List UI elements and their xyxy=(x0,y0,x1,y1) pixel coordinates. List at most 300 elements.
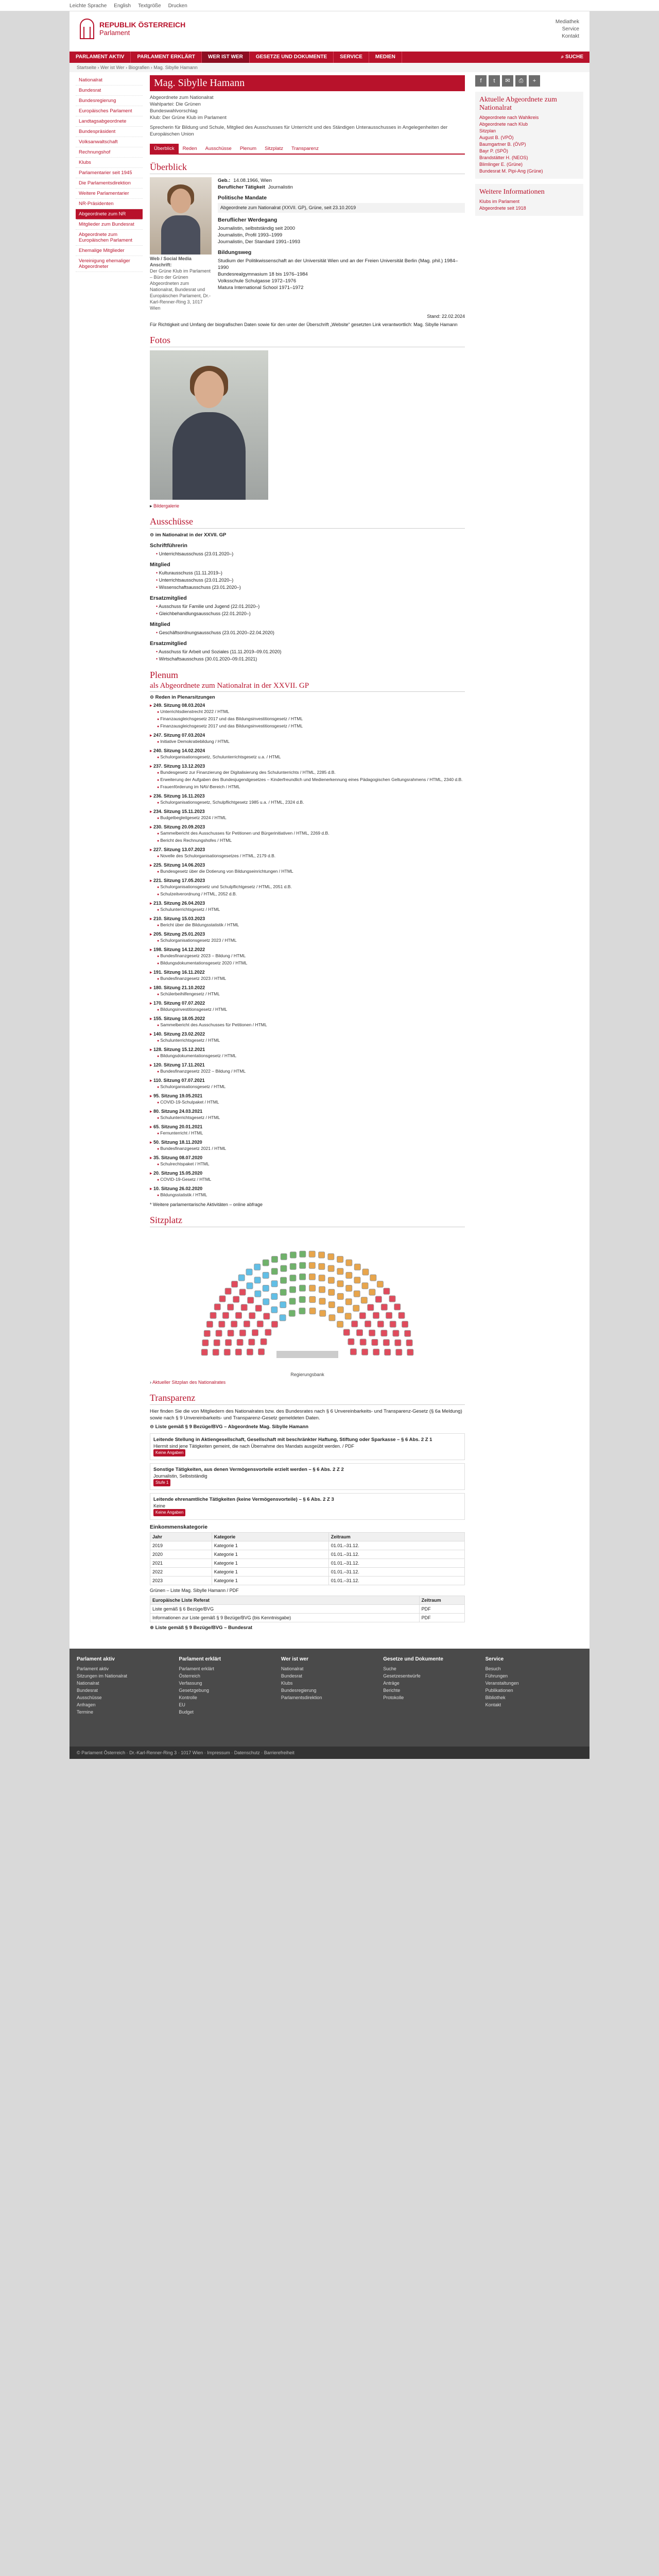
committee-item[interactable]: • Unterrichtsausschuss (23.01.2020–) xyxy=(156,577,465,584)
seat[interactable] xyxy=(290,1275,296,1281)
speech-item[interactable]: ● COVID-19-Gesetz / HTML xyxy=(150,1176,465,1183)
speech-item[interactable]: ● Finanzausgleichsgesetz 2017 und das Bildungsinvestitionsgesetz / HTML xyxy=(150,716,465,723)
seat[interactable] xyxy=(309,1262,315,1268)
footer-link[interactable]: Protokolle xyxy=(383,1695,404,1700)
nav-item[interactable]: PARLAMENT AKTIV xyxy=(70,52,131,63)
speech-item[interactable]: ● Bundesfinanzgesetz 2021 / HTML xyxy=(150,1145,465,1153)
seat[interactable] xyxy=(360,1339,366,1345)
seat[interactable] xyxy=(235,1349,241,1355)
header-link[interactable]: Mediathek xyxy=(555,19,579,25)
transparency-toggle[interactable]: Liste gemäß § 9 Bezüge/BVG – Abgeordnete Mag. Sibylle Hamann xyxy=(155,1424,308,1430)
seat[interactable] xyxy=(350,1349,356,1355)
seat[interactable] xyxy=(216,1330,222,1336)
seat[interactable] xyxy=(368,1304,374,1311)
seat[interactable] xyxy=(271,1307,278,1313)
member-link[interactable]: Bundesrat M. Pipi-Ang (Grüne) xyxy=(479,168,543,174)
seat[interactable] xyxy=(280,1315,286,1321)
seat[interactable] xyxy=(214,1304,220,1310)
session-title[interactable]: ▸ 205. Sitzung 25.01.2023 xyxy=(150,931,465,937)
seat[interactable] xyxy=(214,1340,220,1346)
seat[interactable] xyxy=(213,1349,219,1355)
seat[interactable] xyxy=(319,1298,325,1304)
tab-item[interactable]: Transparenz xyxy=(291,146,319,151)
seat[interactable] xyxy=(239,1289,246,1295)
seat[interactable] xyxy=(237,1340,243,1346)
footer-link[interactable]: Verfassung xyxy=(179,1681,202,1686)
speech-item[interactable]: ● Bundesgesetz zur Finanzierung der Digitalisierung des Schulunterrichts / HTML, 2285 d.B. xyxy=(150,769,465,776)
sidebar-item[interactable]: Abgeordnete zum Europäischen Parlament xyxy=(76,230,143,246)
seat[interactable] xyxy=(219,1296,226,1302)
seat[interactable] xyxy=(357,1330,363,1336)
footer-link[interactable]: Bibliothek xyxy=(485,1695,506,1700)
committee-item[interactable]: • Gleichbehandlungsausschuss (22.01.2020–) xyxy=(156,610,465,617)
seat[interactable] xyxy=(219,1321,225,1327)
footer-link[interactable]: Parlamentsdirektion xyxy=(281,1695,322,1700)
seat[interactable] xyxy=(343,1329,350,1335)
footer-link[interactable]: Gesetzgebung xyxy=(179,1688,209,1693)
sidebar-item[interactable]: Weitere Parlamentarier xyxy=(76,189,143,199)
twitter-icon[interactable]: t xyxy=(489,75,500,87)
committee-item[interactable]: • Unterrichtsausschuss (23.01.2020–) xyxy=(156,550,465,557)
portrait-image[interactable] xyxy=(150,177,212,255)
speech-item[interactable]: ● Bundesfinanzgesetz 2023 / HTML xyxy=(150,975,465,982)
speech-item[interactable]: ● Budgetbegleitgesetz 2024 / HTML xyxy=(150,815,465,822)
member-link[interactable]: Blimlinger E. (Grüne) xyxy=(479,162,523,167)
seat[interactable] xyxy=(396,1349,402,1355)
seat[interactable] xyxy=(257,1321,263,1327)
seat[interactable] xyxy=(369,1330,375,1336)
seat[interactable] xyxy=(375,1296,381,1302)
seat[interactable] xyxy=(362,1269,369,1275)
session-title[interactable]: ▸ 80. Sitzung 24.03.2021 xyxy=(150,1109,465,1114)
sidebar-item[interactable]: Europäisches Parlament xyxy=(76,106,143,116)
seat[interactable] xyxy=(271,1281,278,1287)
gallery-link[interactable]: Bildergalerie xyxy=(153,503,180,509)
seat[interactable] xyxy=(247,1283,253,1289)
seat[interactable] xyxy=(384,1288,390,1294)
sidebar-item[interactable]: Landtagsabgeordnete xyxy=(76,116,143,127)
speech-item[interactable]: ● Novelle des Schulorganisationsgesetzes / HTML, 2179 d.B. xyxy=(150,853,465,860)
speech-item[interactable]: ● Schulorganisationsgesetz 2023 / HTML xyxy=(150,937,465,944)
speech-item[interactable]: ● Frauenförderung im NAV-Bereich / HTML xyxy=(150,784,465,791)
session-title[interactable]: ▸ 230. Sitzung 20.09.2023 xyxy=(150,824,465,830)
nav-item[interactable]: SERVICE xyxy=(334,52,369,63)
share-icon[interactable]: + xyxy=(529,75,540,87)
seat[interactable] xyxy=(393,1330,399,1336)
session-title[interactable]: ▸ 227. Sitzung 13.07.2023 xyxy=(150,847,465,853)
tab-item[interactable]: Plenum xyxy=(239,146,257,151)
footer-link[interactable]: Sitzungen im Nationalrat xyxy=(77,1673,128,1679)
seat[interactable] xyxy=(373,1312,379,1318)
footer-link[interactable]: Anträge xyxy=(383,1681,400,1686)
session-title[interactable]: ▸ 180. Sitzung 21.10.2022 xyxy=(150,985,465,991)
seat[interactable] xyxy=(249,1313,255,1319)
speech-item[interactable]: ● Finanzausgleichsgesetz 2017 und das Bildungsinvestitionsgesetz / HTML xyxy=(150,723,465,730)
nav-item[interactable]: WER IST WER xyxy=(202,52,250,63)
seat[interactable] xyxy=(210,1312,216,1318)
seat[interactable] xyxy=(381,1304,387,1310)
seat[interactable] xyxy=(337,1256,343,1262)
seat[interactable] xyxy=(346,1272,352,1278)
seat[interactable] xyxy=(299,1296,305,1302)
seat[interactable] xyxy=(377,1281,383,1287)
topbar-link[interactable]: Drucken xyxy=(168,3,187,9)
seat[interactable] xyxy=(202,1340,209,1346)
seat[interactable] xyxy=(337,1293,343,1299)
seat[interactable] xyxy=(255,1291,261,1297)
speech-item[interactable]: ● Schulorganisationsgesetz, Schulunterrichtsgesetz u.a. / HTML xyxy=(150,754,465,761)
committee-item[interactable]: • Ausschuss für Arbeit und Soziales (11.11.2019–09.01.2020) xyxy=(156,648,465,655)
session-title[interactable]: ▸ 210. Sitzung 15.03.2023 xyxy=(150,916,465,922)
seat[interactable] xyxy=(373,1349,379,1355)
tab-item[interactable]: Überblick xyxy=(150,144,179,154)
seat[interactable] xyxy=(261,1338,267,1345)
session-title[interactable]: ▸ 140. Sitzung 23.02.2022 xyxy=(150,1031,465,1037)
seat[interactable] xyxy=(370,1275,376,1281)
seat[interactable] xyxy=(309,1274,315,1280)
topbar-link[interactable]: Leichte Sprache xyxy=(70,3,107,9)
seat[interactable] xyxy=(309,1308,316,1314)
speech-item[interactable]: ● Schulorganisationsgesetz und Schulpflichtgesetz / HTML, 2051 d.B. xyxy=(150,884,465,891)
seat[interactable] xyxy=(290,1252,296,1258)
seat[interactable] xyxy=(271,1321,278,1327)
member-link[interactable]: Bayr P. (SPÖ) xyxy=(479,148,508,154)
seat[interactable] xyxy=(258,1349,265,1355)
seat[interactable] xyxy=(228,1330,234,1336)
footer-link[interactable]: Klubs xyxy=(281,1681,293,1686)
seat[interactable] xyxy=(398,1312,405,1318)
seat[interactable] xyxy=(300,1274,306,1280)
speech-item[interactable]: ● Unterrichtsdienstrecht 2022 / HTML xyxy=(150,708,465,716)
seat[interactable] xyxy=(319,1275,325,1281)
speech-item[interactable]: ● Schulunterrichtsgesetz / HTML xyxy=(150,906,465,913)
nav-item[interactable]: PARLAMENT ERKLÄRT xyxy=(131,52,202,63)
seat[interactable] xyxy=(348,1338,354,1345)
speech-item[interactable]: ● Initiative Demokratiebildung / HTML xyxy=(150,738,465,745)
seat[interactable] xyxy=(328,1265,334,1272)
session-title[interactable]: ▸ 237. Sitzung 13.12.2023 xyxy=(150,764,465,769)
member-link[interactable]: Brandstätter H. (NEOS) xyxy=(479,155,528,160)
seat[interactable] xyxy=(226,1340,232,1346)
seat[interactable] xyxy=(280,1302,286,1308)
sidebar-item[interactable]: Bundesrat xyxy=(76,86,143,96)
seat[interactable] xyxy=(254,1277,261,1283)
seat[interactable] xyxy=(263,1260,269,1266)
topbar-link[interactable]: English xyxy=(114,3,131,9)
sidebar-item[interactable]: Vereinigung ehemaliger Abgeordneter xyxy=(76,256,143,272)
speech-item[interactable]: ● Sammelbericht des Ausschusses für Petitionen und Bürgerinitiativen / HTML, 2269 d.B. xyxy=(150,830,465,837)
seat[interactable] xyxy=(281,1253,287,1260)
session-title[interactable]: ▸ 225. Sitzung 14.06.2023 xyxy=(150,862,465,868)
member-link[interactable]: Abgeordnete nach Wahlkreis xyxy=(479,115,539,120)
tab-item[interactable]: Ausschüsse xyxy=(205,146,232,151)
nav-item[interactable]: GESETZE UND DOKUMENTE xyxy=(250,52,334,63)
seat[interactable] xyxy=(201,1349,207,1355)
seat[interactable] xyxy=(290,1263,296,1269)
seat[interactable] xyxy=(320,1310,326,1316)
seat[interactable] xyxy=(406,1340,412,1346)
seat[interactable] xyxy=(271,1256,278,1262)
seat[interactable] xyxy=(252,1330,258,1336)
speech-item[interactable]: ● Bericht über die Bildungsstatistik / HTML xyxy=(150,922,465,929)
seat[interactable] xyxy=(247,1349,253,1355)
facebook-icon[interactable]: f xyxy=(475,75,487,87)
seat[interactable] xyxy=(353,1305,359,1311)
speech-item[interactable]: ● Sammelbericht des Ausschusses für Petitionen / HTML xyxy=(150,1022,465,1029)
sidebar-item[interactable]: Parlamentarier seit 1945 xyxy=(76,168,143,178)
footer-link[interactable]: Anfragen xyxy=(77,1702,96,1707)
seat[interactable] xyxy=(281,1277,287,1283)
seat[interactable] xyxy=(359,1313,366,1319)
seat[interactable] xyxy=(319,1286,325,1293)
seat[interactable] xyxy=(354,1277,360,1283)
session-title[interactable]: ▸ 65. Sitzung 20.01.2021 xyxy=(150,1124,465,1130)
seat-plan[interactable] xyxy=(150,1233,465,1367)
seat[interactable] xyxy=(337,1307,343,1313)
sidebar-item[interactable]: Nationalrat xyxy=(76,75,143,86)
seat[interactable] xyxy=(319,1263,325,1269)
seat[interactable] xyxy=(386,1312,392,1318)
seat[interactable] xyxy=(281,1265,287,1272)
footer-link[interactable]: Nationalrat xyxy=(281,1666,304,1671)
session-title[interactable]: ▸ 155. Sitzung 18.05.2022 xyxy=(150,1016,465,1022)
member-link[interactable]: August B. (VPÖ) xyxy=(479,135,514,140)
seat[interactable] xyxy=(383,1340,389,1346)
sidebar-item[interactable]: Ehemalige Mitglieder xyxy=(76,246,143,256)
seat[interactable] xyxy=(238,1275,245,1281)
seat[interactable] xyxy=(232,1281,238,1287)
sidebar-item[interactable]: Klubs xyxy=(76,158,143,168)
topbar-link[interactable]: Textgröße xyxy=(138,3,161,9)
session-title[interactable]: ▸ 20. Sitzung 15.05.2020 xyxy=(150,1171,465,1176)
seat[interactable] xyxy=(299,1308,305,1314)
session-title[interactable]: ▸ 95. Sitzung 19.05.2021 xyxy=(150,1093,465,1099)
footer-link[interactable]: Bundesregierung xyxy=(281,1688,317,1693)
plenum-footnote[interactable]: * Weitere parlamentarische Aktivitäten – online abfrage xyxy=(150,1202,263,1207)
seat[interactable] xyxy=(231,1321,237,1327)
footer-link[interactable]: Bundesrat xyxy=(77,1688,98,1693)
session-title[interactable]: ▸ 240. Sitzung 14.02.2024 xyxy=(150,748,465,754)
committee-item[interactable]: • Wirtschaftsausschuss (30.01.2020–09.01.2021) xyxy=(156,655,465,663)
session-title[interactable]: ▸ 213. Sitzung 26.04.2023 xyxy=(150,901,465,906)
seat[interactable] xyxy=(244,1321,250,1327)
seat[interactable] xyxy=(309,1251,315,1257)
session-title[interactable]: ▸ 50. Sitzung 18.11.2020 xyxy=(150,1140,465,1145)
seat[interactable] xyxy=(299,1285,305,1291)
session-title[interactable]: ▸ 35. Sitzung 08.07.2020 xyxy=(150,1155,465,1161)
footer-link[interactable]: EU xyxy=(179,1702,185,1707)
footer-link[interactable]: Parlament erklärt xyxy=(179,1666,214,1671)
sidebar-item[interactable]: Die Parlamentsdirektion xyxy=(76,178,143,189)
seat[interactable] xyxy=(300,1262,306,1268)
seat[interactable] xyxy=(225,1288,231,1294)
seat[interactable] xyxy=(280,1289,286,1295)
seat[interactable] xyxy=(345,1299,352,1305)
session-title[interactable]: ▸ 236. Sitzung 16.11.2023 xyxy=(150,793,465,799)
committee-item[interactable]: • Geschäftsordnungsausschuss (23.01.2020–22.04.2020) xyxy=(156,629,465,636)
sidebar-item[interactable]: Rechnungshof xyxy=(76,147,143,158)
seat[interactable] xyxy=(390,1321,396,1327)
seat[interactable] xyxy=(241,1304,247,1311)
committee-item[interactable]: • Wissenschaftsausschuss (23.01.2020–) xyxy=(156,584,465,591)
seat[interactable] xyxy=(407,1349,413,1355)
footer-link[interactable]: Veranstaltungen xyxy=(485,1681,519,1686)
speech-item[interactable]: ● Bericht des Rechnungshofes / HTML xyxy=(150,837,465,844)
footer-link[interactable]: Nationalrat xyxy=(77,1681,99,1686)
sidebar-item[interactable]: Bundesregierung xyxy=(76,96,143,106)
transparency-toggle-2[interactable]: Liste gemäß § 9 Bezüge/BVG – Bundesrat xyxy=(155,1625,253,1631)
seat[interactable] xyxy=(289,1298,296,1304)
tab-item[interactable]: Reden xyxy=(182,146,197,151)
seat[interactable] xyxy=(271,1293,278,1299)
seat[interactable] xyxy=(263,1299,269,1305)
seat[interactable] xyxy=(328,1253,334,1260)
speech-item[interactable]: ● Bildungsstatistik / HTML xyxy=(150,1192,465,1199)
footer-link[interactable]: Führungen xyxy=(485,1673,508,1679)
session-title[interactable]: ▸ 120. Sitzung 17.11.2021 xyxy=(150,1062,465,1068)
seat[interactable] xyxy=(402,1321,408,1327)
seat[interactable] xyxy=(354,1264,360,1270)
speech-item[interactable]: ● Schulorganisationsgesetz / HTML xyxy=(150,1083,465,1091)
footer-link[interactable]: Publikationen xyxy=(485,1688,513,1693)
header-link[interactable]: Service xyxy=(562,26,579,32)
seat[interactable] xyxy=(329,1315,335,1321)
seat[interactable] xyxy=(381,1330,387,1336)
speech-item[interactable]: ● Erweiterung der Aufgaben des Bundesjugendgesetzes – Kinderfreundlich und Medienerkennung eines Pädagogischen Geltungsrahmens / HTML, 2340 d.B. xyxy=(150,776,465,784)
seat[interactable] xyxy=(236,1312,242,1318)
member-link[interactable]: Sitzplan xyxy=(479,128,496,133)
seat[interactable] xyxy=(362,1349,368,1355)
seat[interactable] xyxy=(337,1268,343,1275)
session-title[interactable]: ▸ 110. Sitzung 07.07.2021 xyxy=(150,1078,465,1083)
seat[interactable] xyxy=(255,1305,262,1311)
footer-link[interactable]: Ausschüsse xyxy=(77,1695,102,1700)
seat[interactable] xyxy=(206,1321,213,1327)
seat[interactable] xyxy=(265,1329,271,1335)
session-title[interactable]: ▸ 247. Sitzung 07.03.2024 xyxy=(150,733,465,738)
footer-link[interactable]: Berichte xyxy=(383,1688,401,1693)
footer-link[interactable]: Suche xyxy=(383,1666,396,1671)
sidebar-item[interactable]: Volksanwaltschaft xyxy=(76,137,143,147)
seat[interactable] xyxy=(271,1268,278,1275)
seat[interactable] xyxy=(328,1302,335,1308)
seat[interactable] xyxy=(361,1297,367,1303)
seat[interactable] xyxy=(264,1313,270,1319)
footer-link[interactable]: Parlament aktiv xyxy=(77,1666,109,1671)
footer-link[interactable]: Österreich xyxy=(179,1673,200,1679)
speech-item[interactable]: ● Fernunterricht / HTML xyxy=(150,1130,465,1137)
profile-photo[interactable] xyxy=(150,350,268,500)
footer-link[interactable]: Kontrolle xyxy=(179,1695,197,1700)
seat[interactable] xyxy=(319,1252,325,1258)
seat[interactable] xyxy=(233,1296,239,1302)
footer-link[interactable]: Bundesrat xyxy=(281,1673,302,1679)
seat[interactable] xyxy=(309,1296,316,1302)
seat[interactable] xyxy=(345,1313,351,1319)
seat[interactable] xyxy=(309,1285,316,1291)
seat[interactable] xyxy=(372,1340,378,1346)
seat[interactable] xyxy=(346,1260,352,1266)
pdf-note[interactable]: Grünen – Liste Mag. Sibylle Hamann / PDF xyxy=(150,1588,239,1593)
seat[interactable] xyxy=(354,1291,360,1297)
session-title[interactable]: ▸ 221. Sitzung 17.05.2023 xyxy=(150,878,465,884)
speech-item[interactable]: ● Schulrechtspaket / HTML xyxy=(150,1161,465,1168)
seat[interactable] xyxy=(394,1304,401,1310)
sidebar-item[interactable]: Mitglieder zum Bundesrat xyxy=(76,219,143,230)
seat[interactable] xyxy=(346,1285,352,1292)
seat[interactable] xyxy=(239,1330,246,1336)
seat[interactable] xyxy=(385,1349,391,1355)
speech-item[interactable]: ● Schulunterrichtsgesetz / HTML xyxy=(150,1037,465,1044)
seat[interactable] xyxy=(389,1296,395,1302)
seat[interactable] xyxy=(377,1321,384,1327)
seat-plan-link[interactable]: Aktueller Sitzplan des Nationalrates xyxy=(152,1380,226,1385)
seat[interactable] xyxy=(263,1285,269,1292)
seat[interactable] xyxy=(224,1349,230,1355)
seat[interactable] xyxy=(263,1272,269,1278)
seat[interactable] xyxy=(290,1286,296,1293)
tab-item[interactable]: Sitzplatz xyxy=(265,146,283,151)
session-title[interactable]: ▸ 234. Sitzung 15.11.2023 xyxy=(150,809,465,815)
session-title[interactable]: ▸ 249. Sitzung 08.03.2024 xyxy=(150,703,465,708)
seat[interactable] xyxy=(289,1310,295,1316)
speech-item[interactable]: ● Bundesgesetz über die Dotierung von Bildungseinrichtungen / HTML xyxy=(150,868,465,875)
seat[interactable] xyxy=(395,1340,401,1346)
session-title[interactable]: ▸ 10. Sitzung 26.02.2020 xyxy=(150,1186,465,1192)
seat[interactable] xyxy=(369,1289,375,1295)
search-button[interactable] xyxy=(555,52,589,63)
speech-item[interactable]: ● Bundesfinanzgesetz 2023 – Bildung / HTML xyxy=(150,953,465,960)
seat[interactable] xyxy=(248,1297,254,1303)
sidebar-item[interactable]: NR-Präsidenten xyxy=(76,199,143,209)
info-link[interactable]: Abgeordnete seit 1918 xyxy=(479,206,526,211)
footer-link[interactable]: Kontakt xyxy=(485,1702,501,1707)
speech-item[interactable]: ● Bundesfinanzgesetz 2022 – Bildung / HTML xyxy=(150,1068,465,1075)
seat[interactable] xyxy=(352,1321,358,1327)
speech-item[interactable]: ● Schulzeitverordnung / HTML, 2052 d.B. xyxy=(150,891,465,898)
logo[interactable] xyxy=(80,19,185,39)
print-icon[interactable]: ⎙ xyxy=(515,75,527,87)
seat[interactable] xyxy=(365,1321,371,1327)
seat[interactable] xyxy=(228,1304,234,1310)
member-link[interactable]: Baumgartner B. (ÖVP) xyxy=(479,142,526,147)
session-title[interactable]: ▸ 128. Sitzung 15.12.2021 xyxy=(150,1047,465,1053)
seat[interactable] xyxy=(405,1330,411,1336)
speech-item[interactable]: ● Bildungsdokumentationsgesetz 2020 / HTML xyxy=(150,960,465,967)
seat[interactable] xyxy=(362,1283,368,1289)
footer-link[interactable]: Besuch xyxy=(485,1666,501,1671)
mail-icon[interactable]: ✉ xyxy=(502,75,513,87)
speech-item[interactable]: ● Schulunterrichtsgesetz / HTML xyxy=(150,1114,465,1122)
seat[interactable] xyxy=(337,1321,343,1327)
speech-item[interactable]: ● COVID-19-Schulpaket / HTML xyxy=(150,1099,465,1106)
speech-item[interactable]: ● Bildungsinvestitionsgesetz / HTML xyxy=(150,1006,465,1013)
committee-item[interactable]: • Kulturausschuss (11.11.2019–) xyxy=(156,569,465,577)
seat[interactable] xyxy=(246,1269,252,1275)
committee-item[interactable]: • Ausschuss für Familie und Jugend (22.01.2020–) xyxy=(156,603,465,610)
plenum-toggle[interactable]: Reden in Plenarsitzungen xyxy=(155,694,215,700)
seat[interactable] xyxy=(222,1312,229,1318)
sidebar-item[interactable]: Bundespräsident xyxy=(76,127,143,137)
breadcrumb[interactable]: Startseite › Wer ist Wer › Biografien › Mag. Sibylle Hamann xyxy=(70,63,589,72)
seat[interactable] xyxy=(300,1251,306,1257)
speech-item[interactable]: ● Bildungsdokumentationsgesetz / HTML xyxy=(150,1053,465,1060)
member-link[interactable]: Abgeordnete nach Klub xyxy=(479,122,528,127)
session-title[interactable]: ▸ 170. Sitzung 07.07.2022 xyxy=(150,1001,465,1006)
info-link[interactable]: Klubs im Parlament xyxy=(479,199,520,204)
seat[interactable] xyxy=(254,1264,261,1270)
header-link[interactable]: Kontakt xyxy=(562,33,579,39)
